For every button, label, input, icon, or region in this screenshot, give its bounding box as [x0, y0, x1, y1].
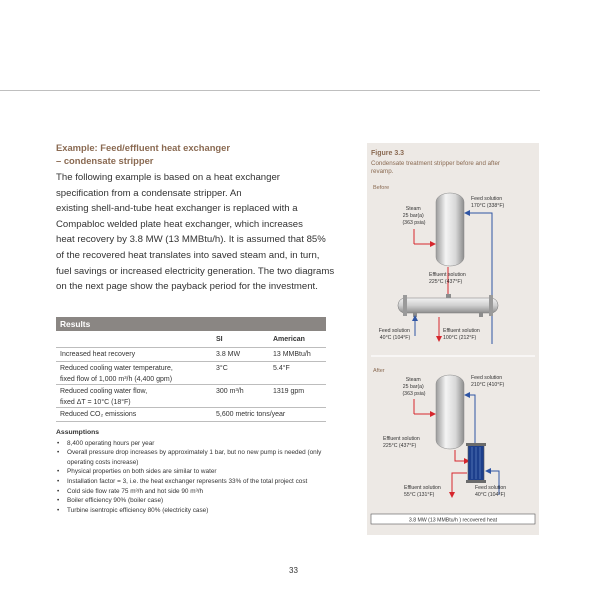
row-american: 13 MMBtu/h: [273, 351, 311, 358]
before-feed-top-l1: Feed solution: [471, 196, 503, 202]
after-title: After: [373, 368, 385, 374]
before-effluent-bottom-label: [443, 328, 481, 341]
figure-caption-line-2: revamp.: [371, 168, 394, 175]
after-steam-label: [402, 377, 425, 397]
body-line: specification from a condensate stripper. An: [56, 187, 242, 199]
row-si: 3.8 MW: [216, 351, 241, 358]
body-line: of the recovered heat translates into saved steam and, in turn,: [56, 249, 320, 261]
before-effluent-bottom-l2: 100°C (212°F): [443, 335, 477, 341]
table-row: [56, 407, 326, 421]
after-steam-l3: (363 psia): [402, 391, 426, 397]
col-header-si: SI: [216, 336, 223, 343]
table-row: [56, 361, 326, 384]
row-american: 1319 gpm: [273, 388, 305, 395]
table-row: [56, 384, 326, 407]
after-effluent-mid-l1: Effluent solution: [383, 436, 420, 442]
row-si: 300 m³/h: [216, 388, 244, 395]
before-steam-l2: 25 bar(a): [402, 213, 424, 219]
before-effluent-mid-l1: Effluent solution: [429, 272, 466, 278]
body-paragraph: [56, 170, 346, 295]
before-feed-bottom-l1: Feed solution: [378, 328, 410, 334]
row-si: 5,600 metric tons/year: [216, 411, 286, 418]
stripper-vessel-after: [436, 375, 464, 449]
row-label-line-1: Reduced cooling water flow,: [60, 388, 148, 395]
row-label-line-2: fixed flow of 1,000 m³/h (4,400 gpm): [60, 375, 173, 383]
row-american: 5.4°F: [273, 365, 290, 372]
after-feed-bottom-l2: 40°C (104°F): [475, 492, 506, 498]
after-effluent-bottom-l2: 55°C (131°F): [404, 492, 435, 498]
after-feed-top-l1: Feed solution: [471, 375, 503, 381]
list-item: • Cold side flow rate 75 m³/h and hot side 90 m³/h: [56, 487, 336, 497]
list-item: • Physical properties on both sides are similar to water: [56, 467, 336, 477]
before-feed-top-l2: 170°C (338°F): [471, 203, 505, 209]
shell-tube-exchanger: [398, 294, 498, 317]
heading-line-1: Example: Feed/effluent heat exchanger: [56, 142, 231, 153]
results-header-row: [56, 331, 326, 347]
after-effluent-mid-label: [383, 436, 421, 449]
assumptions-list: [56, 439, 336, 516]
before-feed-top-label: [471, 196, 505, 209]
assumptions-title: Assumptions: [56, 429, 100, 436]
body-line: existing shell-and-tube heat exchanger is replaced with a: [56, 203, 298, 215]
section-heading: [56, 142, 326, 167]
top-divider: [0, 90, 540, 91]
before-effluent-bottom-l1: Effluent solution: [443, 328, 480, 334]
after-effluent-bottom-l1: Effluent solution: [404, 485, 441, 491]
compabloc-exchanger: [466, 443, 486, 483]
body-line: fuel savings or increased electricity generation. The two diagrams: [56, 265, 335, 277]
after-steam-l2: 25 bar(a): [402, 384, 424, 390]
stripper-vessel-before: [436, 193, 464, 266]
list-item: • Turbine isentropic efficiency 80% (electricity case): [56, 506, 336, 516]
row-si: 3°C: [216, 365, 228, 372]
row-label: [60, 364, 173, 385]
after-feed-bottom-l1: Feed solution: [475, 485, 507, 491]
before-effluent-mid-l2: 225°C (437°F): [429, 279, 463, 285]
col-header-american: American: [273, 336, 305, 343]
list-item: • Boiler efficiency 90% (boiler case): [56, 496, 336, 506]
body-line: Compabloc welded plate heat exchanger, which increases: [56, 218, 303, 230]
row-label: Reduced CO₂ emissions: [60, 411, 137, 418]
body-line: The following example is based on a heat exchanger: [56, 172, 280, 183]
table-bottom-rule: [56, 421, 326, 422]
list-item: • Overall pressure drop increases by approximately 1 bar, but no new pump is needed (only operating costs increase): [56, 448, 336, 467]
page-number: 33: [289, 566, 298, 575]
before-title: Before: [373, 185, 390, 191]
after-feed-top-label: [471, 375, 505, 388]
recovered-heat-label: 3.8 MW (13 MMBtu/h ) recovered heat: [408, 517, 498, 524]
after-effluent-bottom-label: [404, 485, 442, 498]
body-line: on the next page show the payback period for the investment.: [56, 281, 318, 293]
before-effluent-mid-label: [429, 272, 467, 285]
body-line: heat recovery by 3.8 MW (13 MMBtu/h). It is assumed that 85%: [56, 234, 326, 246]
before-feed-bottom-label: [379, 328, 412, 341]
after-steam-l1: Steam: [405, 377, 421, 383]
after-feed-bottom-label: [475, 485, 508, 498]
results-table: [56, 317, 326, 422]
before-steam-l3: (363 psia): [402, 220, 426, 226]
row-label-line-2: fixed ΔT = 10°C (18°F): [60, 398, 131, 406]
row-label: [60, 387, 147, 408]
after-feed-top-l2: 210°C (410°F): [471, 382, 505, 388]
figure-label: Figure 3.3: [371, 150, 405, 157]
table-row: [56, 347, 326, 361]
row-label: Increased heat recovery: [60, 351, 136, 358]
row-label-line-1: Reduced cooling water temperature,: [60, 365, 173, 372]
before-steam-l1: Steam: [405, 206, 421, 212]
heading-line-2: – condensate stripper: [56, 154, 154, 166]
before-steam-label: [402, 206, 425, 226]
process-diagram: [367, 143, 539, 535]
list-item: • 8,400 operating hours per year: [56, 439, 336, 449]
assumptions-section: [56, 428, 336, 515]
figure-caption-line-1: Condensate treatment stripper before and after: [371, 160, 500, 167]
list-item: • Installation factor = 3, i.e. the heat exchanger represents 33% of the total project cost: [56, 477, 336, 487]
results-title: Results: [56, 317, 326, 331]
after-effluent-mid-l2: 225°C (437°F): [383, 443, 417, 449]
before-feed-bottom-l2: 40°C (104°F): [379, 335, 411, 341]
figure-panel: [367, 143, 539, 535]
